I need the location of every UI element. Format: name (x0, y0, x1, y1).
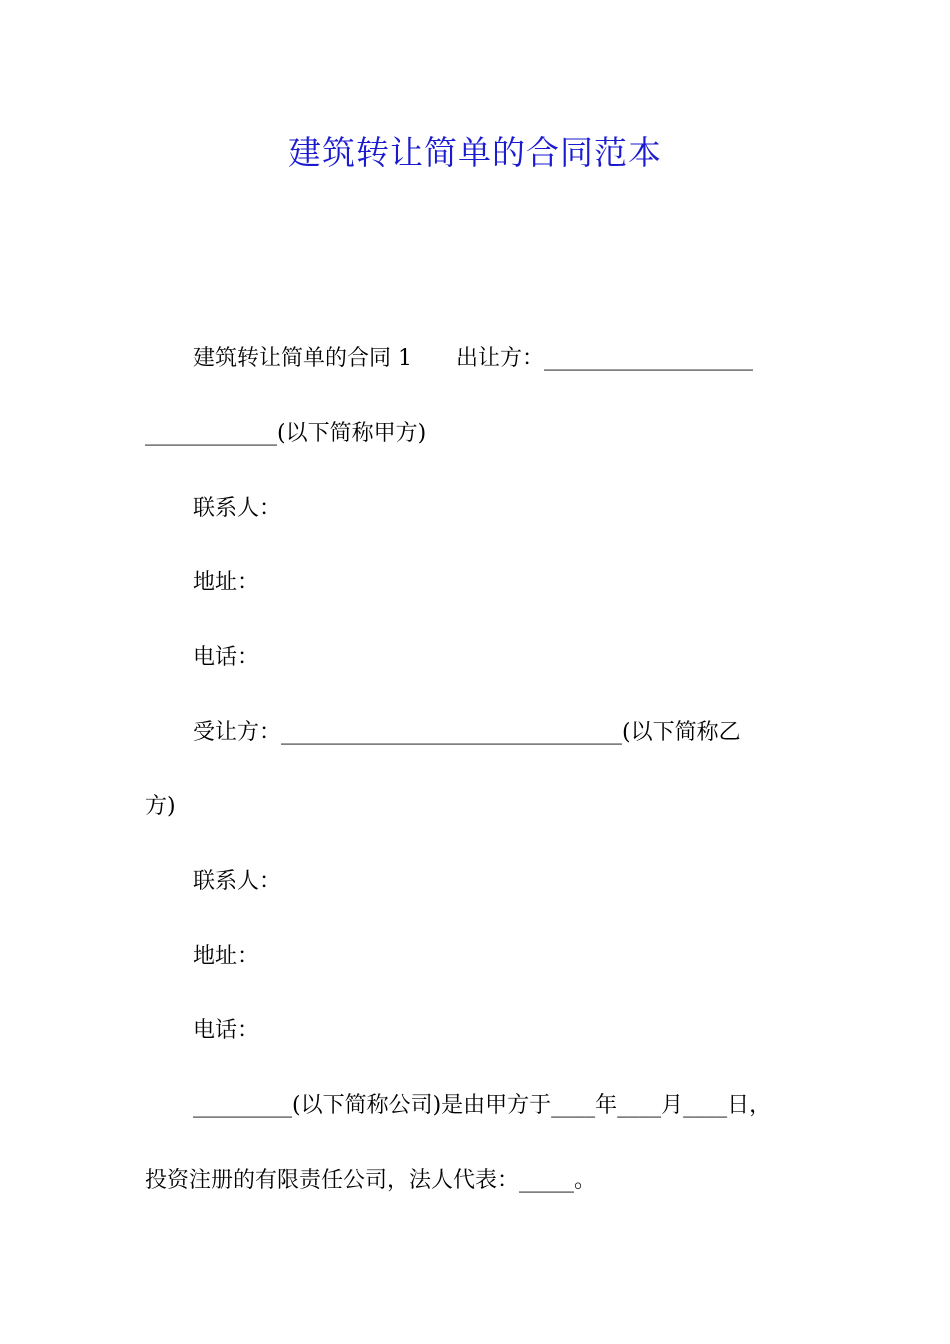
transferee-address: 地址： (193, 944, 260, 969)
transferee-contact: 联系人： (193, 869, 282, 894)
company-registration: _________(以下简称公司)是由甲方于____年____月____日， (193, 1093, 772, 1118)
transferee-abbrev-cont: 方) (145, 794, 176, 819)
transferee: 受让方：_______________________________(以下简称乙 (193, 720, 741, 745)
transferee-phone: 电话： (193, 1018, 260, 1043)
heading-transferor: 建筑转让简单的合同 1 出让方：___________________ (193, 346, 753, 371)
document-title: 建筑转让简单的合同范本 (288, 133, 662, 172)
company-legal-rep: 投资注册的有限责任公司，法人代表：_____。 (145, 1168, 597, 1193)
transferor-contact: 联系人： (193, 496, 282, 521)
transferor-address: 地址： (193, 570, 260, 595)
transferor-abbrev: ____________(以下简称甲方) (145, 421, 427, 446)
transferor-phone: 电话： (193, 645, 260, 670)
